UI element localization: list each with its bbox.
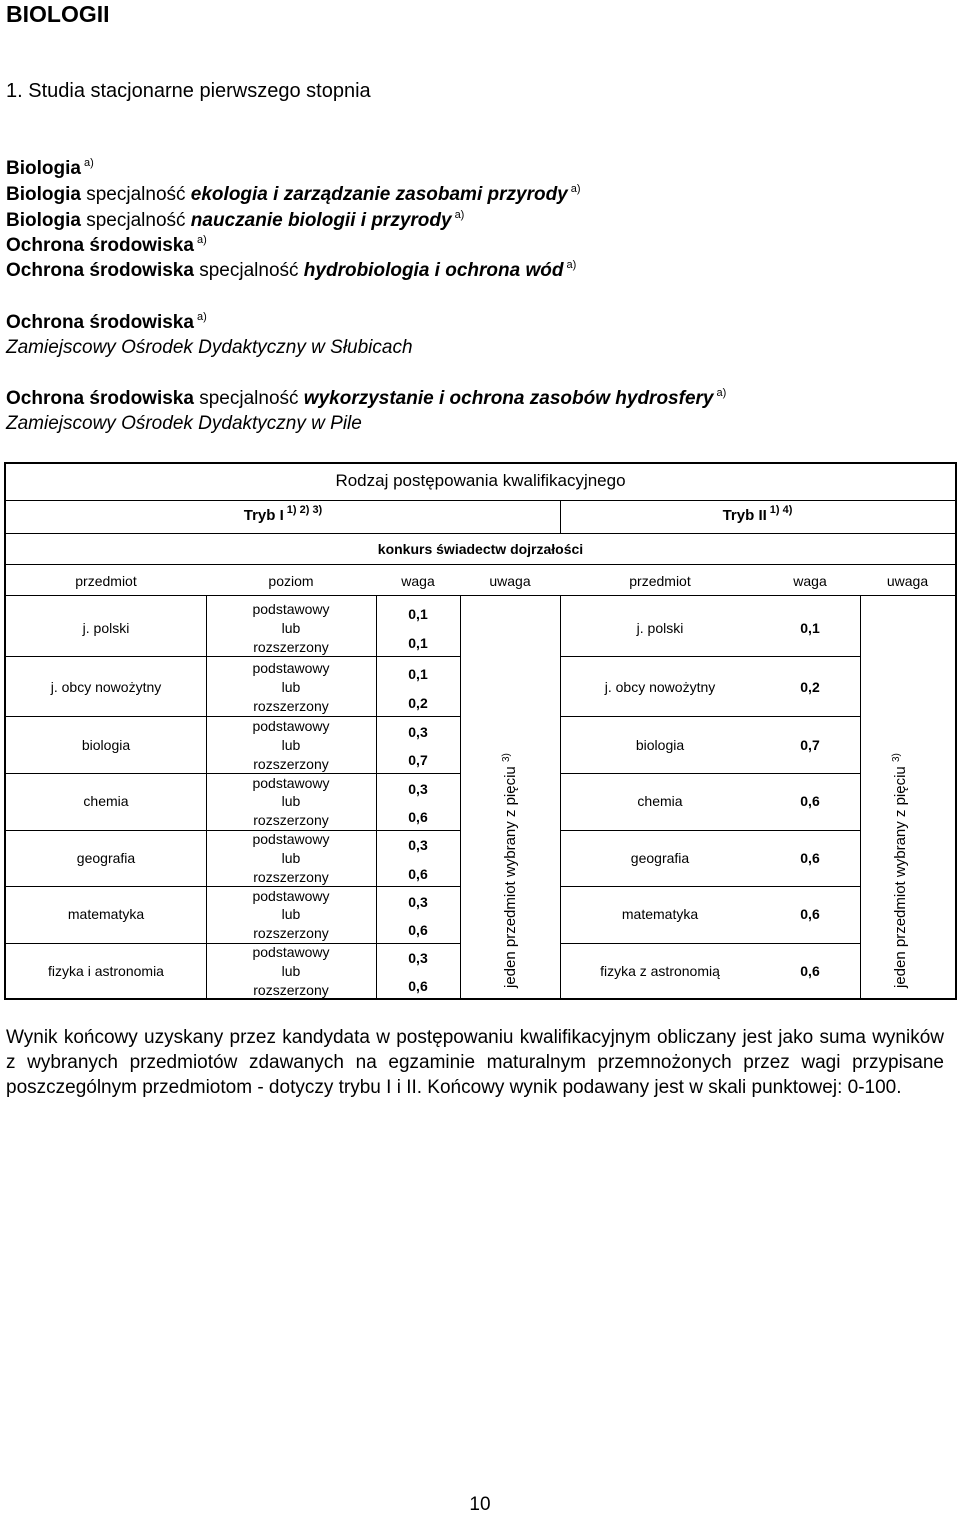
column-header: przedmiot (629, 573, 691, 589)
level-cell: rozszerzony (253, 812, 329, 828)
subject-cell: geografia (76, 850, 136, 866)
tryb-2-heading: Tryb II $^{1) 4)}$ (722, 504, 793, 524)
subject-cell: j. obcy nowożytny (50, 679, 162, 695)
weight-cell: 0,6 (408, 809, 428, 825)
page-number: 10 (469, 1494, 491, 1515)
weight-cell: 0,6 (408, 866, 428, 882)
weight-cell: 0,3 (408, 894, 428, 910)
weight-cell: 0,2 (408, 695, 428, 711)
weight-cell: 0,6 (800, 850, 820, 866)
program-line: Biologia specjalność ekologia i zarządzanie zasobami przyrody $^{a)}$ (6, 183, 581, 205)
weight-cell: 0,6 (800, 963, 820, 979)
level-cell: podstawowy (252, 660, 330, 676)
subject-cell: matematyka (621, 906, 699, 922)
level-cell: podstawowy (252, 888, 330, 904)
level-cell: rozszerzony (253, 925, 329, 941)
weight-cell: 0,6 (800, 906, 820, 922)
weight-cell: 0,1 (800, 620, 820, 636)
column-header: waga (401, 573, 435, 589)
level-cell: lub (281, 906, 301, 922)
weight-cell: 0,1 (408, 635, 428, 651)
level-cell: lub (281, 620, 301, 636)
weight-cell: 0,1 (408, 666, 428, 682)
program-location: Zamiejscowy Ośrodek Dydaktyczny w Słubicach (6, 337, 413, 358)
subject-cell: biologia (81, 737, 131, 753)
weight-cell: 0,6 (408, 978, 428, 994)
column-header: przedmiot (75, 573, 137, 589)
weight-cell: 0,3 (408, 724, 428, 740)
level-cell: lub (281, 793, 301, 809)
subject-cell: geografia (630, 850, 690, 866)
weight-cell: 0,7 (800, 737, 820, 753)
level-cell: lub (281, 679, 301, 695)
weight-cell: 0,2 (800, 679, 820, 695)
weight-cell: 0,6 (800, 793, 820, 809)
uwaga-note-tryb-2: jeden przedmiot wybrany z pięciu $^{3)}$ (891, 753, 909, 988)
subject-cell: matematyka (67, 906, 145, 922)
level-cell: podstawowy (252, 718, 330, 734)
level-cell: podstawowy (252, 831, 330, 847)
program-line: Biologia specjalność nauczanie biologii i przyrody $^{a)}$ (6, 209, 465, 231)
level-cell: podstawowy (252, 775, 330, 791)
program-line: Ochrona środowiska specjalność hydrobiologia i ochrona wód $^{a)}$ (6, 259, 577, 281)
level-cell: rozszerzony (253, 756, 329, 772)
subject-cell: j. polski (636, 620, 684, 636)
tryb-1-heading: Tryb I $^{1) 2) 3)}$ (243, 504, 323, 524)
section-heading: 1. Studia stacjonarne pierwszego stopnia (6, 80, 371, 102)
subject-cell: j. obcy nowożytny (604, 679, 716, 695)
column-header: waga (793, 573, 827, 589)
weight-cell: 0,3 (408, 837, 428, 853)
column-header: poziom (268, 573, 314, 589)
subject-cell: fizyka z astronomią (600, 963, 720, 979)
level-cell: lub (281, 963, 301, 979)
level-cell: podstawowy (252, 601, 330, 617)
level-cell: rozszerzony (253, 698, 329, 714)
level-cell: rozszerzony (253, 982, 329, 998)
level-cell: lub (281, 850, 301, 866)
procedure-heading: Rodzaj postępowania kwalifikacyjnego (335, 471, 626, 490)
program-line: Ochrona środowiska $^{a)}$ (6, 311, 207, 333)
subject-cell: fizyka i astronomia (48, 963, 164, 979)
weight-cell: 0,7 (408, 752, 428, 768)
program-line: Biologia $^{a)}$ (6, 157, 94, 179)
uwaga-note-tryb-1: jeden przedmiot wybrany z pięciu $^{3)}$ (501, 753, 519, 988)
subject-cell: biologia (635, 737, 685, 753)
weight-cell: 0,6 (408, 922, 428, 938)
program-line: Ochrona środowiska specjalność wykorzystanie i ochrona zasobów hydrosfery $^{a)}$ (6, 387, 727, 409)
column-header: uwaga (886, 573, 929, 589)
program-line: Ochrona środowiska $^{a)}$ (6, 234, 207, 256)
page-title: BIOLOGII (6, 1, 110, 27)
level-cell: podstawowy (252, 944, 330, 960)
level-cell: rozszerzony (253, 639, 329, 655)
admission-table (4, 462, 957, 1000)
weight-cell: 0,3 (408, 950, 428, 966)
subject-cell: chemia (637, 793, 683, 809)
column-header: uwaga (489, 573, 531, 589)
program-location: Zamiejscowy Ośrodek Dydaktyczny w Pile (6, 413, 362, 434)
subject-cell: j. polski (82, 620, 130, 636)
konkurs-heading: konkurs świadectw dojrzałości (377, 541, 584, 557)
weight-cell: 0,3 (408, 781, 428, 797)
weight-cell: 0,1 (408, 606, 428, 622)
level-cell: rozszerzony (253, 869, 329, 885)
summary-paragraph: Wynik końcowy uzyskany przez kandydata w postępowaniu kwalifikacyjnym obliczany jest jako suma wyników z wybranych przedmiotów zdawanych na egzaminie maturalnym przemnożonych przez wagi przypisane poszczególnym przedmiotom - dotyczy trybu I i II. Końcowy wynik podawany jest w skali punktowej: 0-100. (6, 1027, 944, 1098)
subject-cell: chemia (83, 793, 129, 809)
level-cell: lub (281, 737, 301, 753)
